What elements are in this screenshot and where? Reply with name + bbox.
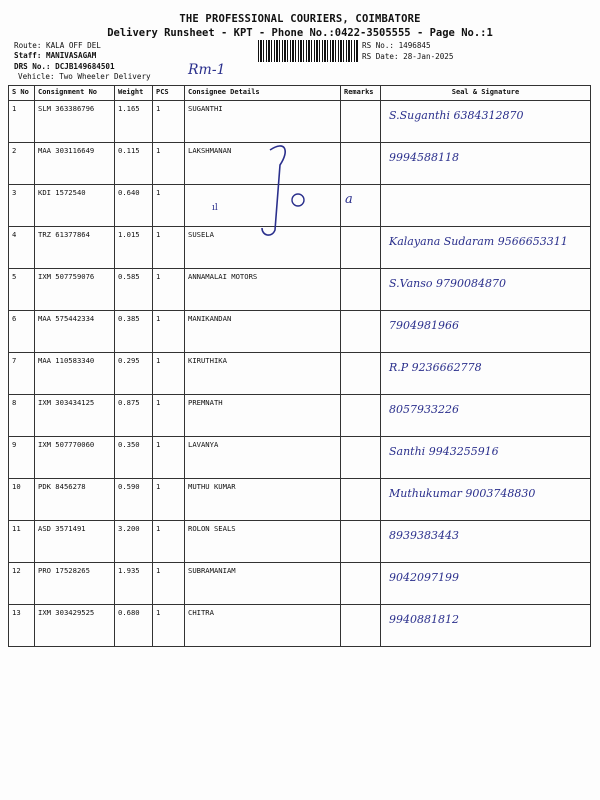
handwritten-signature: 7904981966 [389,319,459,332]
sno-cell: 9 [9,437,35,479]
pcs-cell: 1 [153,269,185,311]
sno-cell: 3 [9,185,35,227]
consignment-cell: IXM 303429525 [35,605,115,647]
consignee-cell: SUGANTHI [185,101,341,143]
table-row [9,563,591,605]
handwritten-signature: 8057933226 [389,403,459,416]
rs-date: RS Date: 28-Jan-2025 [362,52,454,61]
table-row [9,395,591,437]
column-header: Seal & Signature [381,86,591,101]
weight-cell: 0.385 [115,311,153,353]
handwritten-signature: 9042097199 [389,571,459,584]
column-header: Consignment No [35,86,115,101]
signature-cell [381,185,591,227]
consignment-cell: MAA 110583340 [35,353,115,395]
route-label: Route: KALA OFF DEL [14,41,101,50]
runsheet-table [8,85,591,647]
consignment-cell: PRO 17528265 [35,563,115,605]
consignee-cell: MUTHU KUMAR [185,479,341,521]
remarks-cell [341,101,381,143]
company-title: THE PROFESSIONAL COURIERS, COIMBATORE [179,13,421,25]
column-header: Weight [115,86,153,101]
handwritten-signature: R.P 9236662778 [389,361,482,374]
drs-label: DRS No.: DCJB149684501 [14,62,115,71]
svg-text:a: a [345,192,353,207]
table-row [9,101,591,143]
consignment-cell: ASD 3571491 [35,521,115,563]
pcs-cell: 1 [153,479,185,521]
weight-cell: 0.585 [115,269,153,311]
sno-cell: 13 [9,605,35,647]
consignee-cell: SUBRAMANIAM [185,563,341,605]
remarks-cell [341,521,381,563]
sno-cell: 8 [9,395,35,437]
handwritten-signature: 9940881812 [389,613,459,626]
remarks-cell [341,437,381,479]
signature-cell [381,311,591,353]
weight-cell: 1.935 [115,563,153,605]
remarks-cell [341,227,381,269]
weight-cell: 0.590 [115,479,153,521]
table-row [9,227,591,269]
consignee-cell: SUSELA [185,227,341,269]
remarks-cell [341,605,381,647]
sno-cell: 5 [9,269,35,311]
signature-cell [381,563,591,605]
table-row [9,521,591,563]
svg-text:ıl: ıl [212,203,218,213]
pcs-cell: 1 [153,395,185,437]
consignment-cell: IXM 507759076 [35,269,115,311]
table-row [9,479,591,521]
pcs-cell: 1 [153,353,185,395]
remarks-cell [341,269,381,311]
table-row [9,185,591,227]
weight-cell: 1.015 [115,227,153,269]
consignment-cell: SLM 363386796 [35,101,115,143]
table-row [9,605,591,647]
handwritten-signature: Muthukumar 9003748830 [389,487,536,500]
handwritten-signature: Kalayana Sudaram 9566653311 [389,235,568,248]
consignee-cell: LAKSHMANAN [185,143,341,185]
consignee-cell: PREMNATH [185,395,341,437]
signature-cell [381,605,591,647]
signature-cell [381,521,591,563]
handwritten-signature: Santhi 9943255916 [389,445,499,458]
remarks-cell [341,311,381,353]
signature-cell [381,269,591,311]
consignment-cell: KDI 1572540 [35,185,115,227]
sno-cell: 11 [9,521,35,563]
pcs-cell: 1 [153,437,185,479]
remarks-cell [341,143,381,185]
sno-cell: 10 [9,479,35,521]
signature-cell [381,437,591,479]
weight-cell: 1.165 [115,101,153,143]
weight-cell: 3.200 [115,521,153,563]
pcs-cell: 1 [153,311,185,353]
table-row [9,143,591,185]
consignee-cell: KIRUTHIKA [185,353,341,395]
sno-cell: 6 [9,311,35,353]
weight-cell: 0.875 [115,395,153,437]
sno-cell: 1 [9,101,35,143]
column-header: S No [9,86,35,101]
pcs-cell: 1 [153,101,185,143]
sno-cell: 7 [9,353,35,395]
weight-cell: 0.640 [115,185,153,227]
consignee-cell: MANIKANDAN [185,311,341,353]
pcs-cell: 1 [153,143,185,185]
consignment-cell: PDK 8456278 [35,479,115,521]
sno-cell: 2 [9,143,35,185]
consignment-cell: MAA 575442334 [35,311,115,353]
signature-cell [381,101,591,143]
rs-number: RS No.: 1496845 [362,41,431,50]
consignee-cell [185,185,341,227]
handwritten-signature: 9994588118 [389,151,459,164]
vehicle-label: Vehicle: Two Wheeler Delivery [18,72,151,81]
column-header: Remarks [341,86,381,101]
table-header-row [9,86,591,101]
column-header: Consignee Details [185,86,341,101]
weight-cell: 0.350 [115,437,153,479]
column-header: PCS [153,86,185,101]
signature-cell [381,395,591,437]
pcs-cell: 1 [153,605,185,647]
pcs-cell: 1 [153,227,185,269]
remarks-cell [341,353,381,395]
handwritten-signature: S.Suganthi 6384312870 [389,109,524,122]
remarks-cell [341,395,381,437]
table-row [9,311,591,353]
handwritten-mark: Rm-1 [188,62,226,78]
pcs-cell: 1 [153,521,185,563]
signature-cell [381,227,591,269]
consignee-cell: LAVANYA [185,437,341,479]
consignment-cell: MAA 303116649 [35,143,115,185]
consignee-cell: ROLON SEALS [185,521,341,563]
consignee-cell: CHITRA [185,605,341,647]
signature-cell [381,143,591,185]
signature-cell [381,479,591,521]
consignee-cell: ANNAMALAI MOTORS [185,269,341,311]
signature-cell [381,353,591,395]
consignment-cell: TRZ 61377864 [35,227,115,269]
runsheet-title: Delivery Runsheet - KPT - Phone No.:0422-3505555 - Page No.:1 [107,27,493,39]
consignment-cell: IXM 507770060 [35,437,115,479]
staff-label: Staff: MANIVASAGAM [14,51,97,60]
remarks-cell [341,185,381,227]
table-row [9,437,591,479]
remarks-cell [341,563,381,605]
weight-cell: 0.115 [115,143,153,185]
weight-cell: 0.680 [115,605,153,647]
pcs-cell: 1 [153,563,185,605]
weight-cell: 0.295 [115,353,153,395]
consignment-cell: IXM 303434125 [35,395,115,437]
pcs-cell: 1 [153,185,185,227]
sno-cell: 12 [9,563,35,605]
remarks-cell [341,479,381,521]
handwritten-signature: S.Vanso 9790084870 [389,277,506,290]
sno-cell: 4 [9,227,35,269]
table-row [9,269,591,311]
table-row [9,353,591,395]
handwritten-signature: 8939383443 [389,529,459,542]
barcode [258,40,358,62]
